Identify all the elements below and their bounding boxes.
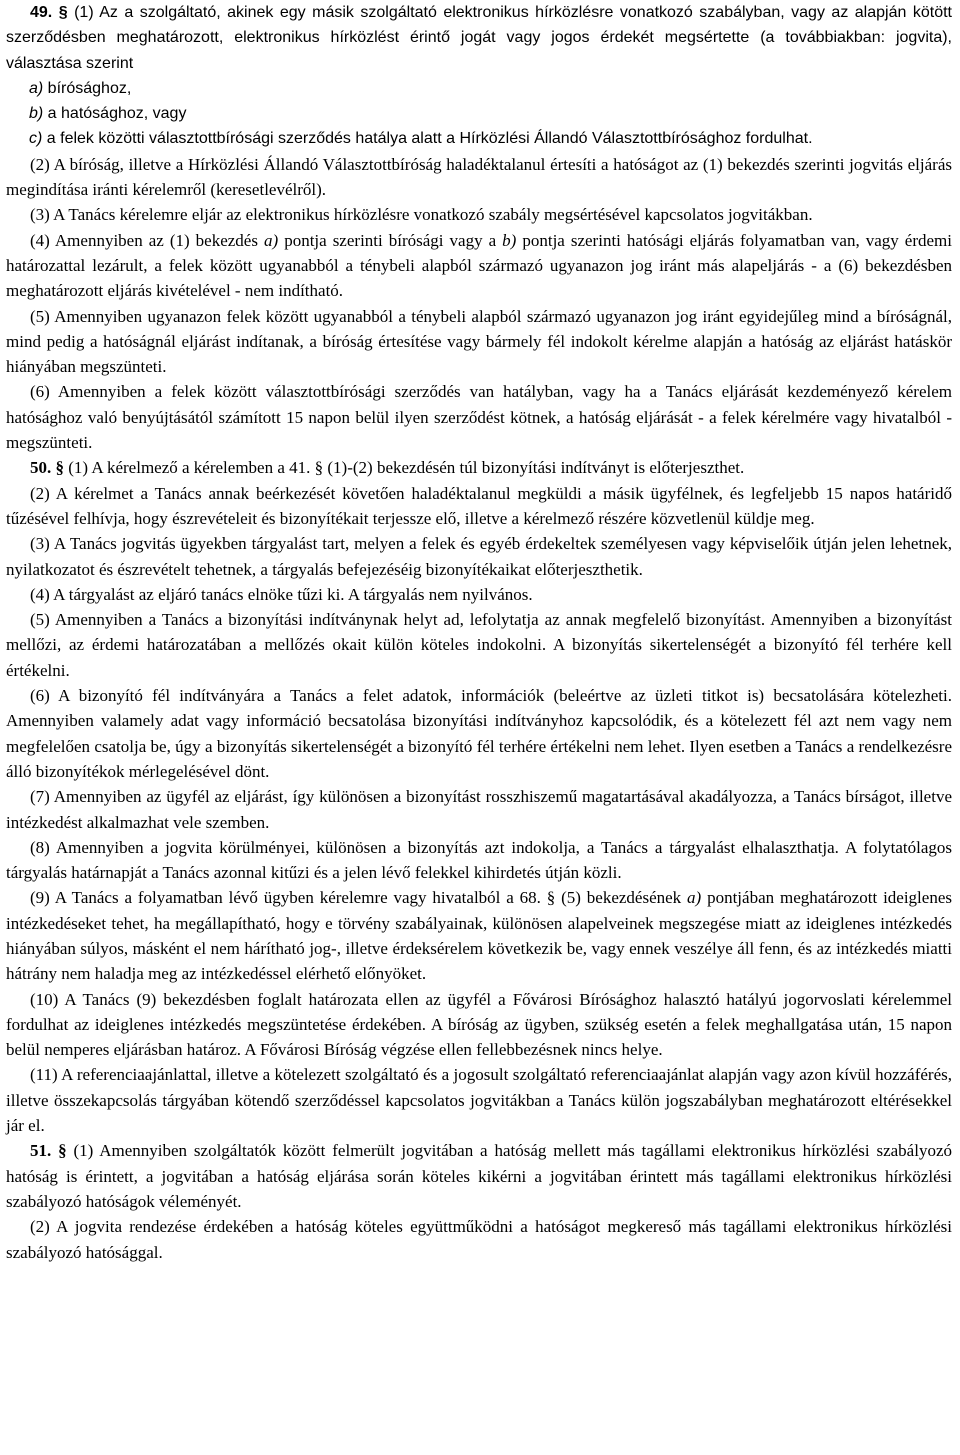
section-50-paragraph-1-text: (1) A kérelmező a kérelemben a 41. § (1)-(2) bekezdésén túl bizonyítási indítványt is előterjeszthet.	[64, 458, 745, 478]
section-49-point-a	[29, 76, 952, 101]
section-49-point-c	[6, 126, 952, 151]
section-49-number: 49.	[30, 4, 53, 21]
section-49-paragraph-1	[6, 0, 952, 76]
section-50-paragraph-1	[6, 455, 952, 480]
section-50-paragraph-2: (2) A kérelmet a Tanács annak beérkezését követően haladéktalanul megküldi a másik ügyfélnek, és legfeljebb 15 napos határidő tűzésével felhívja, hogy észrevételeit és bizonyítékait terjessze elő, illetve a kérelmező részére közvetlenül küldje meg.	[6, 483, 952, 528]
section-49-paragraph-6: (6) Amennyiben a felek között választottbírósági szerződés van hatályban, vagy ha a Tanács eljárását kezdeményező kérelem hatósághoz való benyújtásától számított 15 napon belül ilyen szerződést kötnek, a hatóság eljárását - a felek kérelmére vagy hivatalból - megszünteti.	[6, 382, 952, 453]
section-49-paragraph-4	[6, 228, 952, 304]
section-49-paragraph-1-text: (1) Az a szolgáltató, akinek egy másik szolgáltató elektronikus hírközlésre vonatkozó szabályban, vagy az alapján kötött szerződésben meghatározott, elektronikus hírközlést érintő jogát vagy jogos érdekét megsértette (a továbbiakban: jogvita), választása szerint	[6, 4, 952, 72]
section-50-paragraph-5: (5) Amennyiben a Tanács a bizonyítási indítványnak helyt ad, lefolytatja az annak megfelelő bizonyítást. Amennyiben a bizonyítást mellőzi, az érdemi határozatában a mellőzés okait külön köteles indokolni. A bizonyítás sikertelenségét a bizonyító fél terhére kell értékelni.	[6, 610, 952, 680]
section-49-point-list	[6, 76, 952, 127]
section-50-paragraph-8: (8) Amennyiben a jogvita körülményei, különösen a bizonyítás azt indokolja, a Tanács a tárgyalást elhalaszthatja. A folytatólagos tárgyalás határnapját a Tanács azonnal kitűzi és a jelen lévő felekkel kihirdetés útján közli.	[6, 837, 952, 883]
p9-text-1: (9) A Tanács a folyamatban lévő ügyben kérelemre vagy hivatalból a 68. § (5) bekezdésének	[30, 888, 688, 908]
point-a-text: bírósághoz,	[43, 79, 132, 97]
p9-text-2: pontjában meghatározott ideiglenes intézkedéseket tehet, ha megállapítható, hogy e törvény szabályainak, különösen alapelveinek megszegése miatt az ideiglenes intézkedés hiányában súlyos, másként el nem hárítható jog-, illetve érdeksérelem következik be, vagy ennek veszélye áll fenn, és az intézkedés miatti hátrány nem haladja meg az intézkedéssel elérhető előnyöket.	[6, 888, 952, 984]
section-49-point-b	[29, 101, 952, 126]
section-50-paragraph-7: (7) Amennyiben az ügyfél az eljárást, így különösen a bizonyítást rosszhiszemű magatartásával akadályozza, a Tanács bírságot, illetve intézkedést alkalmazhat vele szemben.	[6, 787, 952, 832]
p9-point-a-ref: a)	[687, 888, 702, 908]
section-49-sign: §	[58, 4, 68, 21]
p4-text-3: pontja szerinti hatósági eljárás folyamatban van, vagy érdemi határozattal lezárult, a felek között ugyanabból a ténybeli alapból származó ugyanazon jog iránt más alapeljárás - a (6) bekezdésben meghatározott eljárás kivételével - nem indítható.	[6, 230, 952, 301]
section-50-number: 50.	[30, 458, 52, 478]
point-c-text: a felek közötti választottbírósági szerződés hatálya alatt a Hírközlési Állandó Választottbírósághoz fordulhat.	[42, 130, 813, 148]
section-51-sign: §	[58, 1141, 67, 1161]
section-50-paragraph-4: (4) A tárgyalást az eljáró tanács elnöke tűzi ki. A tárgyalás nem nyilvános.	[30, 584, 533, 604]
section-50-paragraph-11: (11) A referenciaajánlattal, illetve a kötelezett szolgáltató és a jogosult szolgáltató referenciaajánlat alapján vagy azon kívül hozzáférés, illetve összekapcsolás tárgyában kötendő szerződéssel kapcsolatos jogvitákban a Tanács külön jogszabályban meghatározott eltérésekkel jár el.	[6, 1065, 952, 1136]
section-50-paragraph-3: (3) A Tanács jogvitás ügyekben tárgyalást tart, melyen a felek és egyéb érdekeltek személyesen vagy képviselőik útján jelen lehetnek, nyilatkozatot és észrevételt tehetnek, a tárgyalás befejezéséig bizonyítékaikat előterjeszthetik.	[6, 534, 952, 579]
p4-point-a-ref: a)	[264, 230, 279, 250]
section-50-paragraph-6: (6) A bizonyító fél indítványára a Tanács a felet adatok, információk (beleértve az üzleti titkot is) becsatolására kötelezheti. Amennyiben valamely adat vagy információ becsatolása bizonyítási indítványhoz kapcsolódik, és a kötelezett fél azt nem vagy nem megfelelően csatolja be, úgy a bizonyítás sikertelenségét a bizonyító fél terhére értékelni nem lehet. Ilyen esetben a Tanács a rendelkezésre álló bizonyítékok mérlegelésével dönt.	[6, 686, 952, 781]
section-50-paragraph-10: (10) A Tanács (9) bekezdésben foglalt határozata ellen az ügyfél a Fővárosi Bírósághoz halasztó hatályú jogorvoslati kérelemmel fordulhat az ideiglenes intézkedés megszüntetése érdekében. A bíróság az ügyben, szükség esetén a felek meghallgatása után, 15 napon belül nemperes eljárásban határoz. A Fővárosi Bíróság végzése ellen fellebbezésnek nincs helye.	[6, 989, 952, 1060]
p4-point-b-ref: b)	[502, 230, 517, 250]
section-51-paragraph-1	[6, 1138, 952, 1214]
p4-text-2: pontja szerinti bírósági vagy a	[278, 230, 503, 250]
point-b-label: b)	[29, 105, 44, 123]
section-49-paragraph-5: (5) Amennyiben ugyanazon felek között ugyanabból a ténybeli alapból származó ugyanazon jog iránt egyidejűleg mind a bíróságnál, mind pedig a hatóságnál eljárást indítanak, a bíróság értesítése vagy bármely fél indokolt kérelme alapján a hatóság az eljárást hatáskör hiányában megszünteti.	[6, 306, 952, 377]
point-a-label: a)	[29, 79, 44, 97]
section-50-paragraph-9	[6, 885, 952, 986]
section-51-paragraph-2: (2) A jogvita rendezése érdekében a hatóság köteles együttműködni a hatóságot megkereső más tagállami elektronikus hírközlési szabályozó hatósággal.	[6, 1217, 952, 1262]
p4-text-1: (4) Amennyiben az (1) bekezdés	[30, 230, 264, 250]
point-b-text: a hatósághoz, vagy	[43, 105, 187, 123]
section-49-paragraph-3: (3) A Tanács kérelemre eljár az elektronikus hírközlésre vonatkozó szabály megsértésével kapcsolatos jogvitákban.	[30, 205, 813, 225]
point-c-label: c)	[29, 130, 43, 148]
section-49-paragraph-2: (2) A bíróság, illetve a Hírközlési Állandó Választottbíróság haladéktalanul értesíti a hatóságot az (1) bekezdés szerinti jogvitás eljárás megindítása iránti kérelemről (keresetlevélről).	[6, 154, 952, 200]
section-51-paragraph-1-text: (1) Amennyiben szolgáltatók között felmerült jogvitában a hatóság mellett más tagállami elektronikus hírközlési szabályozó hatóság is érintett, a jogvitában a hatóság eljárása során köteles kikérni a jogvitában érintett más tagállami elektronikus hírközlési szabályozó hatóságok véleményét.	[6, 1141, 952, 1211]
section-50-sign: §	[55, 458, 64, 478]
section-51-number: 51.	[30, 1141, 52, 1161]
